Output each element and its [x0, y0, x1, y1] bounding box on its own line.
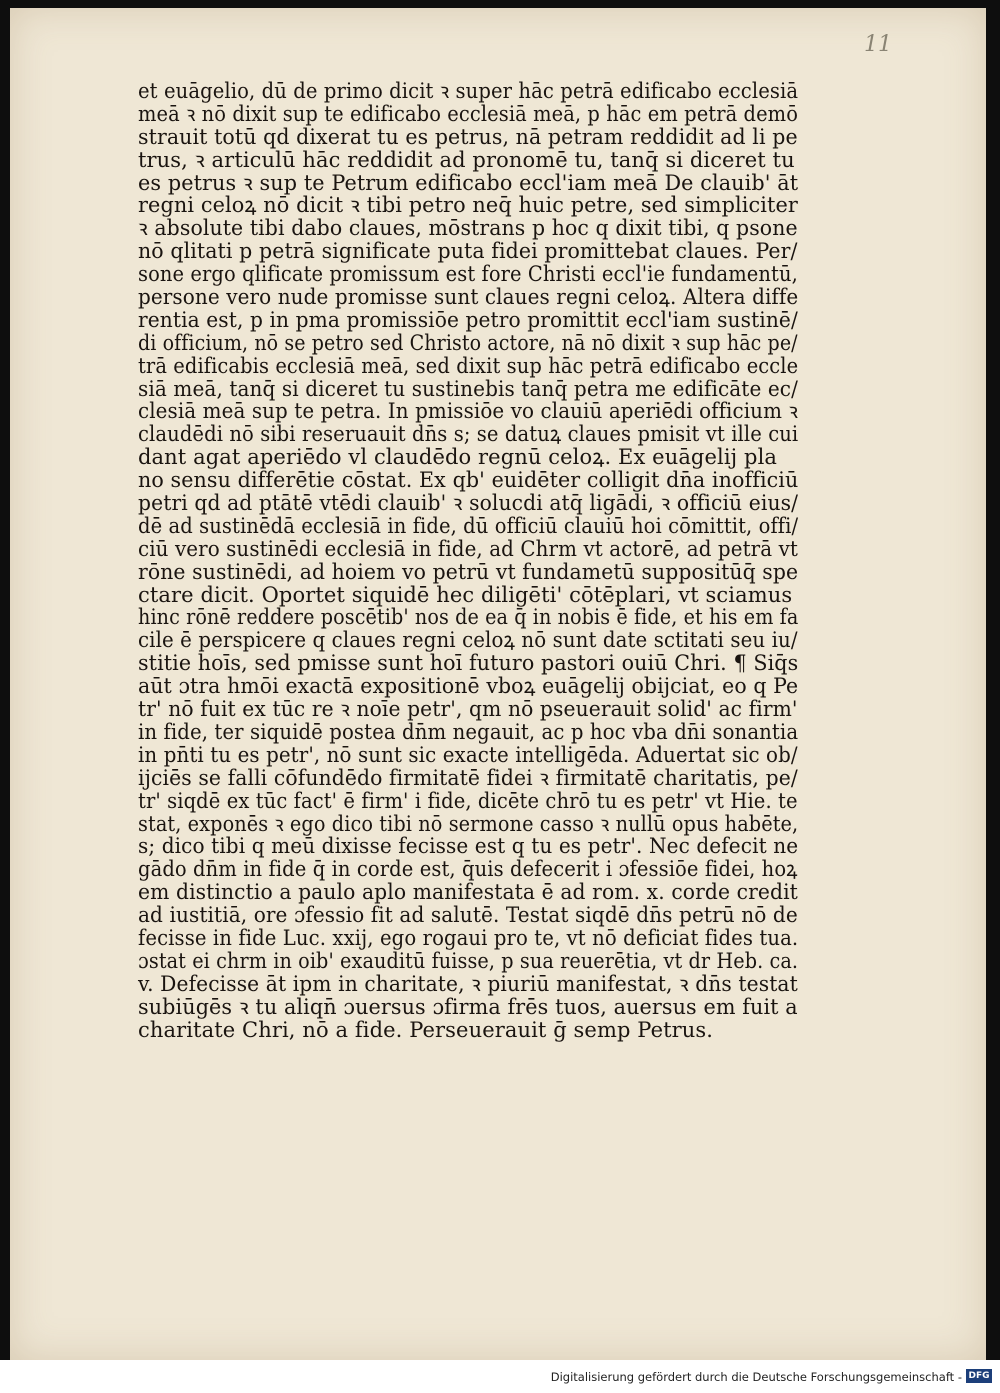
text-line: dē ad sustinēdā ecclesiā in fide, dū officiū clauiū hoi cōmittit, offi/ [138, 513, 799, 538]
folio-number: 11 [864, 32, 892, 57]
text-line: dant agat aperiēdo vl claudēdo regnū celoꝝ. Ex euāgelij pla [138, 445, 778, 470]
text-line: cile ē perspicere q claues regni celoꝝ nō sunt date sctitati seu iu/ [138, 628, 798, 653]
text-line: persone vero nude promisse sunt claues regni celoꝝ. Altera diffe [138, 285, 799, 310]
text-line: trā edificabis ecclesiā meā, sed dixit sup hāc petrā edificabo eccle [138, 353, 799, 378]
text-line: subiūgēs ꝛ tu aliqn̄ ɔuersus ɔfirma frēs tuos, auersus em fuit a [138, 994, 798, 1019]
text-line: gādo dn̄m in fide q̄ in corde est, q̄uis defecerit i ɔfessiōe fidei, hoꝝ [138, 857, 798, 882]
text-line: di officium, nō se petro sed Christo actore, nā nō dixit ꝛ sup hāc pe/ [138, 330, 798, 355]
text-line: rentia est, p in pma promissiōe petro promittit eccl'iam sustinē/ [138, 307, 798, 332]
footer-bar [0, 1360, 1000, 1393]
text-line: tr' nō fuit ex tūc re ꝛ noīe petr', qm nō pseuerauit solid' ac firm' [138, 697, 798, 722]
text-block [138, 80, 798, 1041]
text-line: sone ergo qlificate promissum est fore Christi eccl'ie fundamentū, [138, 262, 798, 287]
text-line: in pn̄ti tu es petr', nō sunt sic exacte intelligēda. Aduertat sic ob/ [138, 742, 798, 767]
text-line: no sensu differētie cōstat. Ex qb' euidēter colligit dn̄a inofficiū [138, 468, 799, 493]
text-line: ijciēs se falli cōfundēdo firmitatē fidei ꝛ firmitatē charitatis, pe/ [138, 765, 798, 790]
funding-credit: Digitalisierung gefördert durch die Deutsche Forschungsgemeinschaft - [550, 1370, 962, 1384]
text-line: nō qlitati p petrā significate puta fidei promittebat claues. Per/ [138, 239, 798, 264]
text-line: et euāgelio, dū de primo dicit ꝛ super hāc petrā edificabo ecclesiā [138, 79, 799, 103]
text-line: ciū vero sustinēdi ecclesiā in fide, ad Chrm vt actorē, ad petrā vt [138, 536, 798, 561]
text-line: trus, ꝛ articulū hāc reddidit ad pronomē tu, tanq̄ si diceret tu [138, 147, 795, 172]
dfg-logo: DFG [966, 1369, 992, 1383]
text-line: aūt ɔtra hmōi exactā expositionē vboꝝ euāgelij obijciat, eo q Pe [138, 674, 799, 699]
text-line: hinc rōnē reddere poscētib' nos de ea q̄ in nobis ē fide, et his em fa [138, 605, 799, 630]
text-line: ɔstat ei chrm in oib' exauditū fuisse, p sua reuerētia, vt dr Heb. ca. [138, 948, 799, 973]
text-line: siā meā, tanq̄ si diceret tu sustinebis tanq̄ petra me edificāte ec/ [138, 376, 798, 401]
text-line: ꝛ absolute tibi dabo claues, mōstrans p hoc q dixit tibi, q psone [138, 216, 798, 241]
text-line: meā ꝛ nō dixit sup te edificabo ecclesiā meā, p hāc em petrā demō [138, 101, 799, 126]
scanned-page [10, 8, 986, 1360]
text-line: ad iustitiā, ore ɔfessio fit ad salutē. Testat siqdē dn̄s petrū nō de [138, 903, 798, 928]
text-line: ctare dicit. Oportet siquidē hec diligēti' cōtēplari, vt sciamus [138, 582, 793, 607]
text-line: es petrus ꝛ sup te Petrum edificabo eccl'iam meā De clauib' āt [138, 170, 799, 195]
text-line: em distinctio a paulo aplo manifestata ē ad rom. x. corde credit [138, 880, 798, 905]
text-line: in fide, ter siquidē postea dn̄m negauit, ac p hoc vba dn̄i sonantia [138, 719, 799, 744]
text-line: clesiā meā sup te petra. In pmissiōe vo clauiū aperiēdi officium ꝛ [138, 399, 798, 424]
text-line: petri qd ad ptātē vtēdi clauib' ꝛ solucdi atq̄ ligādi, ꝛ officiū eius/ [138, 491, 799, 516]
text-line: strauit totū qd dixerat tu es petrus, nā petram reddidit ad li pe [138, 124, 798, 149]
text-line: stitie hoīs, sed pmisse sunt hoī futuro pastori ouiū Chri. ¶ Siq̄s [138, 651, 799, 676]
text-line: rōne sustinēdi, ad hoiem vo petrū vt fundametū suppositūq̄ spe [138, 559, 799, 584]
text-line: v. Defecisse āt ipm in charitate, ꝛ piuriū manifestat, ꝛ dn̄s testat [138, 971, 798, 996]
text-line: fecisse in fide Luc. xxij, ego rogaui pro te, vt nō deficiat fides tua. [138, 925, 799, 950]
text-line: tr' siqdē ex tūc fact' ē firm' i fide, dicēte chrō tu es petr' vt Hie. te [138, 788, 798, 813]
text-line: regni celoꝝ nō dicit ꝛ tibi petro neq̄ huic petre, sed simpliciter [138, 193, 798, 218]
text-line: charitate Chri, nō a fide. Perseuerauit ḡ semp Petrus. [138, 1017, 714, 1042]
text-line: claudēdi nō sibi reseruauit dn̄s s; se datuꝝ claues pmisit vt ille cui [138, 422, 799, 447]
text-line: stat, exponēs ꝛ ego dico tibi nō sermone casso ꝛ nullū opus habēte, [138, 811, 799, 836]
text-line: s; dico tibi q meū dixisse fecisse est q tu es petr'. Nec defecit ne [138, 834, 799, 859]
